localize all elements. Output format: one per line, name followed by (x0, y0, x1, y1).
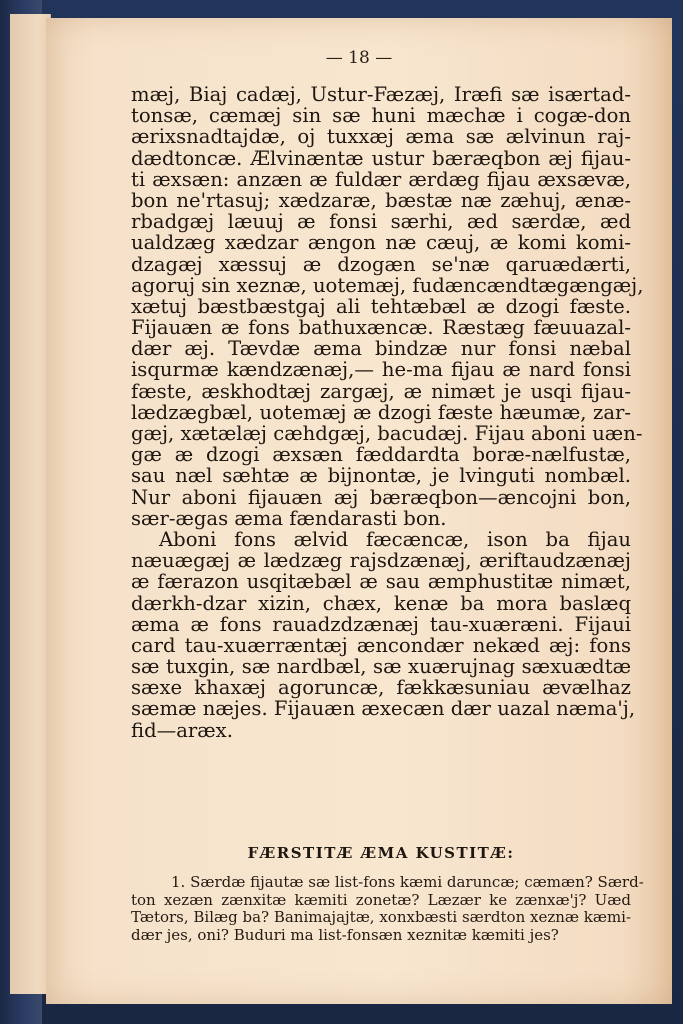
text-line: ti æxsæn: anzæn æ fuldær ærdæg fijau æxsævæ, (131, 167, 631, 191)
text-line: sær-ægas æma fændarasti bon. (131, 506, 447, 530)
text-line: æma æ fons rauadzdzænæj tau-xuæræni. Fijaui (131, 612, 631, 636)
text-line: næuægæj æ lædzæg rajsdzænæj, æriftaudzænæj (131, 549, 631, 573)
section-heading: FÆRSTITÆ ÆMA KUSTITÆ: (247, 844, 515, 862)
text-line: dærkh-dzar xizin, chæx, kenæ ba mora baslæq (131, 591, 631, 615)
paragraph-1 (131, 83, 644, 530)
text-line: isqurmæ kændzænæj,— he-ma fijau æ nard fonsi (131, 358, 631, 382)
text-line: sæxe khaxæj agoruncæ, fækkæsuniau ævælhaz (131, 676, 631, 700)
book-page (46, 18, 672, 1004)
text-line: fæste, æskhodtæj zargæj, æ nimæt je usqi fijau- (131, 379, 631, 403)
text-line: gæ æ dzogi æxsæn fæddardta boræ-nælfustæ, (131, 443, 631, 467)
text-line: sau næl sæhtæ æ bijnontæ, je lvinguti nombæl. (131, 464, 631, 488)
text-line: sæ tuxgin, sæ nardbæl, sæ xuærujnag sæxuædtæ (131, 655, 631, 679)
body-text (131, 83, 644, 742)
questions-block (131, 873, 644, 944)
question-line: ton xezæn zænxitæ kæmiti zonetæ? Læzær ke zænxæ'j? Uæd (131, 890, 631, 909)
text-line: Fijauæn æ fons bathuxæncæ. Ræstæg fæuuazal- (131, 316, 631, 340)
text-line: fid—aræx. (131, 718, 233, 742)
text-line: xætuj bæstbæstgaj ali tehtæbæl æ dzogi fæste. (131, 294, 631, 318)
text-line: æ færazon usqitæbæl æ sau æmphustitæ nimæt, (131, 570, 631, 594)
text-line: Nur aboni fijauæn æj bæræqbon—æncojni bon, (131, 485, 631, 509)
text-line: tonsæ, cæmæj sin sæ huni mæchæ i cogæ-don (131, 104, 631, 128)
text-line: dær æj. Tævdæ æma bindzæ nur fonsi næbal (131, 337, 631, 361)
text-line: agoruj sin xeznæ, uotemæj, fudæncændtægængæj, (131, 273, 644, 297)
question-line: 1. Særdæ fijautæ sæ list-fons kæmi daruncæ; cæmæn? Særd- (171, 873, 644, 891)
text-line: card tau-xuærræntæj æncondær nekæd æj: fons (131, 633, 631, 657)
text-line: gæj, xætælæj cæhdgæj, bacudæj. Fijau aboni uæn- (131, 422, 643, 445)
page-number: — 18 — (325, 48, 393, 68)
question-line: dær jes, oni? Buduri ma list-fonsæn xeznitæ kæmiti jes? (131, 925, 559, 944)
text-line: mæj, Biaj cadæj, Ustur-Fæzæj, Iræfi sæ isærtad- (131, 83, 631, 106)
text-line: lædzægbæl, uotemæj æ dzogi fæste hæumæ, zar- (131, 400, 631, 424)
text-line: Aboni fons ælvid fæcæncæ, ison ba fijau (159, 527, 631, 551)
text-line: ualdzæg xædzar ængon næ cæuj, æ komi komi- (131, 231, 631, 255)
page-stack-edge (10, 14, 51, 994)
text-line: sæmæ næjes. Fijauæn æxecæn dær uazal næma'j, (131, 697, 636, 721)
text-line: dzagæj xæssuj æ dzogæn se'næ qaruædærti, (131, 252, 631, 276)
text-line: rbadgæj læuuj æ fonsi særhi, æd særdæ, æd (131, 210, 631, 234)
text-line: bon ne'rtasuj; xædzaræ, bæstæ næ zæhuj, ænæ- (131, 188, 631, 212)
text-line: ærixsnadtajdæ, oj tuxxæj æma sæ ælvinun raj- (131, 125, 631, 149)
text-line: dædtoncæ. Ælvinæntæ ustur bæræqbon æj fijau- (131, 146, 631, 170)
paragraph-2 (131, 527, 636, 742)
question-line: Tætors, Bilæg ba? Banimajajtæ, xonxbæsti særdton xeznæ kæmi- (131, 908, 632, 926)
